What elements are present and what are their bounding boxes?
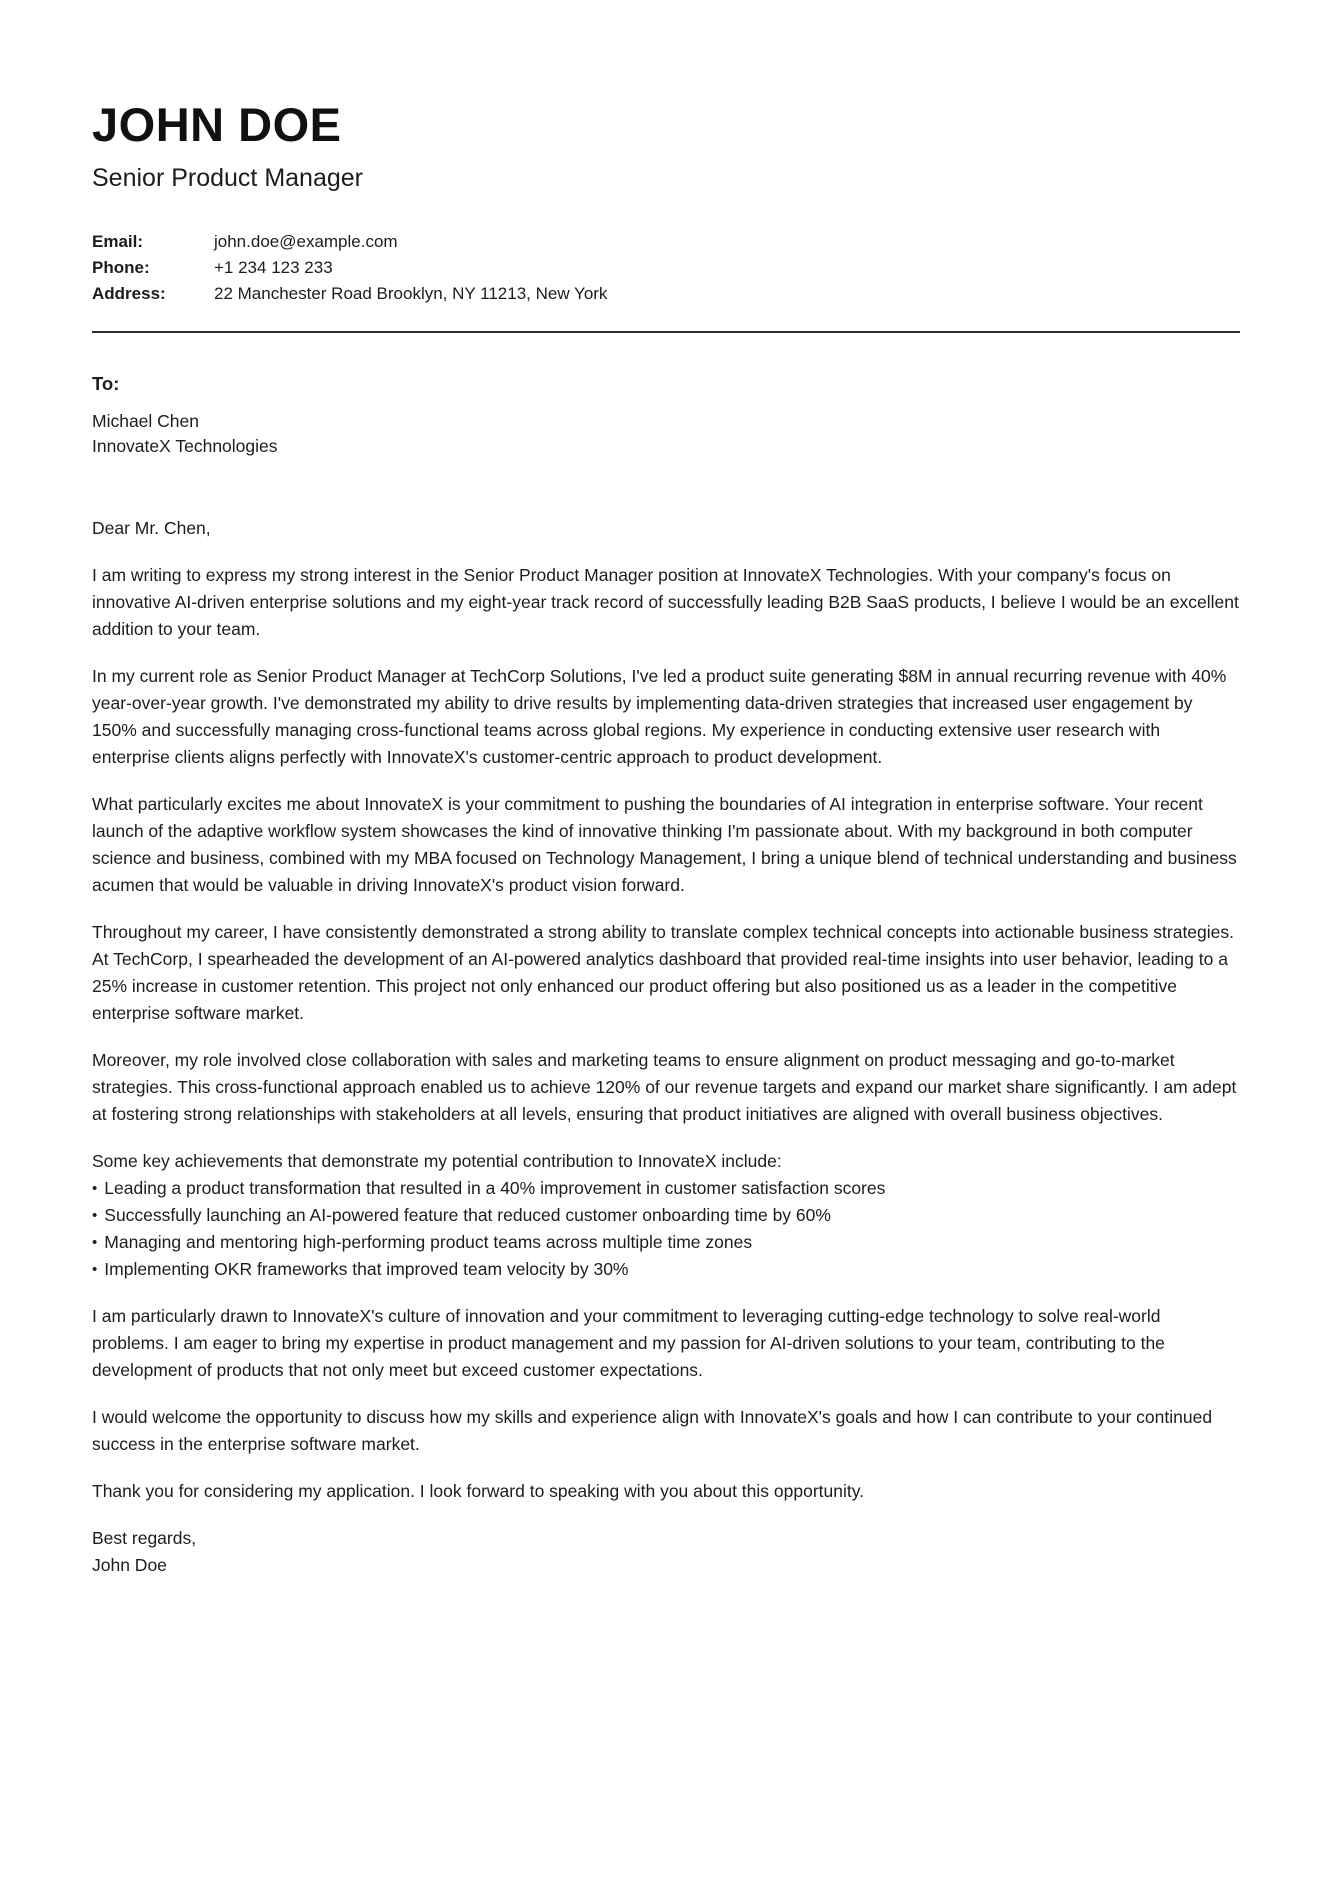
signoff-name: John Doe <box>92 1555 167 1576</box>
address-label: Address: <box>92 284 166 304</box>
contact-row-email <box>92 229 1240 255</box>
address-value: 22 Manchester Road Brooklyn, NY 11213, New York <box>214 284 608 304</box>
achievement-item <box>92 1202 1240 1229</box>
achievements-block <box>92 1148 1240 1283</box>
email-label: Email: <box>92 232 144 252</box>
signoff-block <box>92 1525 1240 1579</box>
achievements-intro: Some key achievements that demonstrate my potential contribution to InnovateX include: <box>92 1151 782 1172</box>
achievement-item <box>92 1229 1240 1256</box>
phone-value: +1 234 123 233 <box>214 258 333 278</box>
recipient-name: Michael Chen <box>92 411 199 432</box>
bullet-icon: • <box>92 1234 98 1252</box>
achievement-text: Leading a product transformation that resulted in a 40% improvement in customer satisfaction scores <box>104 1178 886 1199</box>
recipient-block <box>92 371 1240 459</box>
email-value: john.doe@example.com <box>214 232 398 252</box>
bullet-icon: • <box>92 1261 98 1279</box>
paragraph-thanks: Thank you for considering my application. I look forward to speaking with you about this opportunity. <box>92 1481 865 1502</box>
sender-name: JOHN DOE <box>92 98 342 151</box>
bullet-icon: • <box>92 1180 98 1198</box>
recipient-company: InnovateX Technologies <box>92 436 278 457</box>
achievement-text: Managing and mentoring high-performing product teams across multiple time zones <box>104 1232 753 1253</box>
paragraph-career: Throughout my career, I have consistently demonstrated a strong ability to translate complex technical concepts into actionable business strategies. At TechCorp, I spearheaded the development of an AI-powered analytics dashboard that provided real-time insights into user behavior, leading to a 25% increase in customer retention. This project not only enhanced our product offering but also positioned us as a leader in the competitive enterprise software market. <box>92 922 1235 1024</box>
achievement-text: Implementing OKR frameworks that improved team velocity by 30% <box>104 1259 629 1280</box>
paragraph-collaboration: Moreover, my role involved close collaboration with sales and marketing teams to ensure alignment on product messaging and go-to-market strategies. This cross-functional approach enabled us to achieve 120% of our revenue targets and expand our market share significantly. I am adept at fostering strong relationships with stakeholders at all levels, ensuring that product initiatives are aligned with overall business objectives. <box>92 1050 1237 1125</box>
achievement-item <box>92 1175 1240 1202</box>
sender-job-title: Senior Product Manager <box>92 164 363 193</box>
letter-header <box>92 100 1240 333</box>
phone-label: Phone: <box>92 258 150 278</box>
header-divider <box>92 331 1240 333</box>
paragraph-opportunity: I would welcome the opportunity to discuss how my skills and experience align with InnovateX's goals and how I can contribute to your continued success in the enterprise software market. <box>92 1407 1213 1455</box>
achievement-item <box>92 1256 1240 1283</box>
paragraph-current-role: In my current role as Senior Product Manager at TechCorp Solutions, I've led a product suite generating $8M in annual recurring revenue with 40% year-over-year growth. I've demonstrated my ability to drive results by implementing data-driven strategies that increased user engagement by 150% and successfully managing cross-functional teams across global regions. My experience in conducting extensive user research with enterprise clients aligns perfectly with InnovateX's customer-centric approach to product development. <box>92 666 1227 768</box>
contact-row-address <box>92 281 1240 307</box>
signoff-regards: Best regards, <box>92 1528 197 1549</box>
paragraph-excitement: What particularly excites me about InnovateX is your commitment to pushing the boundaries of AI integration in enterprise software. Your recent launch of the adaptive workflow system showcases the kind of innovative thinking I'm passionate about. With my background in both computer science and business, combined with my MBA focused on Technology Management, I bring a unique blend of technical understanding and business acumen that would be valuable in driving InnovateX's product vision forward. <box>92 794 1237 896</box>
to-label: To: <box>92 373 120 395</box>
letter-body <box>92 515 1240 1579</box>
achievement-text: Successfully launching an AI-powered feature that reduced customer onboarding time by 60% <box>104 1205 831 1226</box>
salutation: Dear Mr. Chen, <box>92 518 211 539</box>
paragraph-culture: I am particularly drawn to InnovateX's culture of innovation and your commitment to leveraging cutting-edge technology to solve real-world problems. I am eager to bring my expertise in product management and my passion for AI-driven solutions to your team, contributing to the development of products that not only meet but exceed customer expectations. <box>92 1306 1165 1381</box>
paragraph-intro: I am writing to express my strong interest in the Senior Product Manager position at InnovateX Technologies. With your company's focus on innovative AI-driven enterprise solutions and my eight-year track record of successfully leading B2B SaaS products, I believe I would be an excellent addition to your team. <box>92 565 1239 640</box>
contact-row-phone <box>92 255 1240 281</box>
contact-info <box>92 229 1240 307</box>
bullet-icon: • <box>92 1207 98 1225</box>
